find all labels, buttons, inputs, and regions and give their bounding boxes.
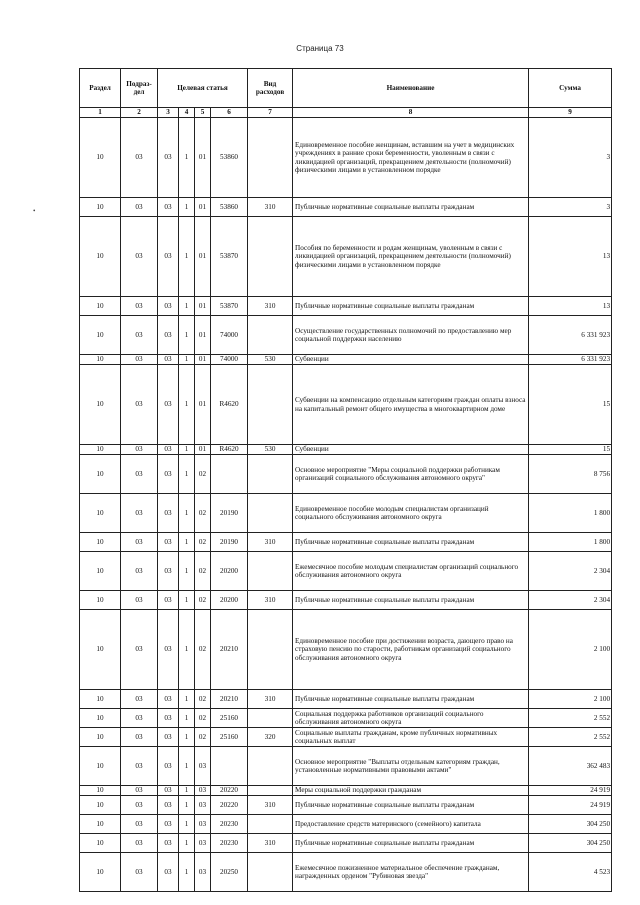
razdel-cell: 10 xyxy=(80,610,121,690)
event-code-cell: 03 xyxy=(195,853,211,892)
sum-cell: 304 250 xyxy=(529,815,612,834)
program-code-cell: 03 xyxy=(158,796,179,815)
header-naimenovanie: Наименование xyxy=(293,69,529,108)
razdel-cell: 10 xyxy=(80,552,121,591)
podrazdel-cell: 03 xyxy=(121,455,158,494)
table-row xyxy=(80,815,612,834)
event-code-cell: 03 xyxy=(195,786,211,796)
sum-cell: 2 100 xyxy=(529,690,612,709)
podrazdel-cell: 03 xyxy=(121,355,158,365)
subprogram-code-cell: 1 xyxy=(179,445,195,455)
table-row xyxy=(80,709,612,728)
header-podrazdel: Подраз- дел xyxy=(121,69,158,108)
program-code-cell: 03 xyxy=(158,834,179,853)
razdel-cell: 10 xyxy=(80,747,121,786)
program-code-cell: 03 xyxy=(158,365,179,445)
name-cell: Осуществление государственных полномочий по предоставлению мер социальной поддержки населению xyxy=(293,316,529,355)
razdel-cell: 10 xyxy=(80,445,121,455)
table-row xyxy=(80,533,612,552)
sum-cell: 15 xyxy=(529,445,612,455)
event-code-cell: 01 xyxy=(195,118,211,198)
expense-type-cell xyxy=(248,747,293,786)
podrazdel-cell: 03 xyxy=(121,786,158,796)
table-row xyxy=(80,591,612,610)
table-row xyxy=(80,747,612,786)
razdel-cell: 10 xyxy=(80,853,121,892)
name-cell: Субвенции xyxy=(293,445,529,455)
razdel-cell: 10 xyxy=(80,834,121,853)
col-number: 5 xyxy=(195,108,211,118)
razdel-cell: 10 xyxy=(80,533,121,552)
header-celevaya-statya: Целевая статья xyxy=(158,69,248,108)
podrazdel-cell: 03 xyxy=(121,747,158,786)
table-row xyxy=(80,690,612,709)
program-code-cell: 03 xyxy=(158,494,179,533)
program-code-cell: 03 xyxy=(158,552,179,591)
name-cell: Предоставление средств материнского (семейного) капитала xyxy=(293,815,529,834)
sum-cell: 24 919 xyxy=(529,796,612,815)
direction-code-cell: 20190 xyxy=(211,533,248,552)
column-numbers-row xyxy=(80,108,612,118)
subprogram-code-cell: 1 xyxy=(179,610,195,690)
expense-type-cell: 310 xyxy=(248,690,293,709)
program-code-cell: 03 xyxy=(158,533,179,552)
subprogram-code-cell: 1 xyxy=(179,297,195,316)
name-cell: Публичные нормативные социальные выплаты гражданам xyxy=(293,297,529,316)
event-code-cell: 01 xyxy=(195,316,211,355)
direction-code-cell: 20230 xyxy=(211,834,248,853)
sum-cell: 2 304 xyxy=(529,591,612,610)
name-cell: Ежемесячное пособие молодым специалистам организаций социального обслуживания автономного округа xyxy=(293,552,529,591)
expense-type-cell xyxy=(248,853,293,892)
table-row xyxy=(80,853,612,892)
expense-type-cell xyxy=(248,316,293,355)
sum-cell: 4 523 xyxy=(529,853,612,892)
event-code-cell: 03 xyxy=(195,796,211,815)
name-cell: Основное мероприятие "Выплаты отдельным категориям граждан, установленные нормативными правовыми актами" xyxy=(293,747,529,786)
podrazdel-cell: 03 xyxy=(121,610,158,690)
podrazdel-cell: 03 xyxy=(121,796,158,815)
col-number: 6 xyxy=(211,108,248,118)
razdel-cell: 10 xyxy=(80,455,121,494)
col-number: 4 xyxy=(179,108,195,118)
subprogram-code-cell: 1 xyxy=(179,494,195,533)
podrazdel-cell: 03 xyxy=(121,533,158,552)
sum-cell: 15 xyxy=(529,365,612,445)
expense-type-cell: 310 xyxy=(248,834,293,853)
program-code-cell: 03 xyxy=(158,217,179,297)
direction-code-cell: 74000 xyxy=(211,316,248,355)
sum-cell: 2 304 xyxy=(529,552,612,591)
direction-code-cell: 20200 xyxy=(211,552,248,591)
direction-code-cell xyxy=(211,455,248,494)
sum-cell: 1 800 xyxy=(529,494,612,533)
sum-cell: 1 800 xyxy=(529,533,612,552)
podrazdel-cell: 03 xyxy=(121,316,158,355)
subprogram-code-cell: 1 xyxy=(179,709,195,728)
razdel-cell: 10 xyxy=(80,118,121,198)
podrazdel-cell: 03 xyxy=(121,365,158,445)
expense-type-cell xyxy=(248,552,293,591)
razdel-cell: 10 xyxy=(80,709,121,728)
podrazdel-cell: 03 xyxy=(121,198,158,217)
event-code-cell: 02 xyxy=(195,690,211,709)
program-code-cell: 03 xyxy=(158,591,179,610)
table-row xyxy=(80,455,612,494)
event-code-cell: 02 xyxy=(195,610,211,690)
direction-code-cell: 20210 xyxy=(211,690,248,709)
subprogram-code-cell: 1 xyxy=(179,552,195,591)
expense-type-cell xyxy=(248,455,293,494)
table-row xyxy=(80,552,612,591)
event-code-cell: 02 xyxy=(195,533,211,552)
podrazdel-cell: 03 xyxy=(121,815,158,834)
sum-cell: 304 250 xyxy=(529,834,612,853)
table-row xyxy=(80,365,612,445)
table-row xyxy=(80,834,612,853)
program-code-cell: 03 xyxy=(158,853,179,892)
program-code-cell: 03 xyxy=(158,455,179,494)
sum-cell: 6 331 923 xyxy=(529,355,612,365)
table-header-row xyxy=(80,69,612,108)
razdel-cell: 10 xyxy=(80,690,121,709)
podrazdel-cell: 03 xyxy=(121,591,158,610)
subprogram-code-cell: 1 xyxy=(179,217,195,297)
direction-code-cell: 53870 xyxy=(211,297,248,316)
table-body xyxy=(80,118,612,892)
name-cell: Ежемесячное пожизненное материальное обеспечение гражданам, награжденных орденом "Рубиновая звезда" xyxy=(293,853,529,892)
subprogram-code-cell: 1 xyxy=(179,365,195,445)
sum-cell: 13 xyxy=(529,297,612,316)
table-row xyxy=(80,217,612,297)
direction-code-cell xyxy=(211,747,248,786)
table-row xyxy=(80,445,612,455)
direction-code-cell: 20200 xyxy=(211,591,248,610)
subprogram-code-cell: 1 xyxy=(179,118,195,198)
subprogram-code-cell: 1 xyxy=(179,728,195,747)
razdel-cell: 10 xyxy=(80,365,121,445)
sum-cell: 8 756 xyxy=(529,455,612,494)
expense-type-cell xyxy=(248,786,293,796)
table-row xyxy=(80,610,612,690)
name-cell: Основное мероприятие "Меры социальной поддержки работникам организаций социального обслуживания автономного округа" xyxy=(293,455,529,494)
expense-type-cell: 320 xyxy=(248,728,293,747)
direction-code-cell: 25160 xyxy=(211,728,248,747)
subprogram-code-cell: 1 xyxy=(179,690,195,709)
expense-type-cell: 310 xyxy=(248,796,293,815)
expense-type-cell: 530 xyxy=(248,445,293,455)
sum-cell: 2 552 xyxy=(529,728,612,747)
name-cell: Единовременное пособие при достижении возраста, дающего право на страховую пенсию по старости, работникам организаций социального обслуживания автономного округа xyxy=(293,610,529,690)
table-row xyxy=(80,355,612,365)
table-row xyxy=(80,494,612,533)
name-cell: Единовременное пособие молодым специалистам организаций социального обслуживания автономного округа xyxy=(293,494,529,533)
event-code-cell: 03 xyxy=(195,834,211,853)
direction-code-cell: 20230 xyxy=(211,815,248,834)
name-cell: Меры социальной поддержки гражданам xyxy=(293,786,529,796)
direction-code-cell: 20250 xyxy=(211,853,248,892)
program-code-cell: 03 xyxy=(158,445,179,455)
razdel-cell: 10 xyxy=(80,494,121,533)
name-cell: Единовременное пособие женщинам, вставшим на учет в медицинских учреждениях в ранние сроки беременности, уволенным в связи с ликвидацией организаций, прекращением деятельности (полномочий) физическими лицами в установленном порядке xyxy=(293,118,529,198)
table-row xyxy=(80,118,612,198)
program-code-cell: 03 xyxy=(158,709,179,728)
podrazdel-cell: 03 xyxy=(121,217,158,297)
table-row xyxy=(80,728,612,747)
podrazdel-cell: 03 xyxy=(121,728,158,747)
name-cell: Субвенции xyxy=(293,355,529,365)
expense-type-cell: 310 xyxy=(248,533,293,552)
program-code-cell: 03 xyxy=(158,355,179,365)
subprogram-code-cell: 1 xyxy=(179,455,195,494)
page-number-header: Страница 73 xyxy=(296,44,344,53)
direction-code-cell: R4620 xyxy=(211,445,248,455)
direction-code-cell: 53860 xyxy=(211,118,248,198)
col-number: 7 xyxy=(248,108,293,118)
table-row xyxy=(80,198,612,217)
expense-type-cell xyxy=(248,815,293,834)
program-code-cell: 03 xyxy=(158,297,179,316)
podrazdel-cell: 03 xyxy=(121,494,158,533)
direction-code-cell: 53860 xyxy=(211,198,248,217)
name-cell: Публичные нормативные социальные выплаты гражданам xyxy=(293,834,529,853)
col-number: 3 xyxy=(158,108,179,118)
event-code-cell: 01 xyxy=(195,198,211,217)
razdel-cell: 10 xyxy=(80,815,121,834)
subprogram-code-cell: 1 xyxy=(179,591,195,610)
name-cell: Социальная поддержка работников организаций социального обслуживания автономного округа xyxy=(293,709,529,728)
event-code-cell: 01 xyxy=(195,445,211,455)
direction-code-cell: 20220 xyxy=(211,796,248,815)
table-row xyxy=(80,786,612,796)
header-razdel: Раздел xyxy=(80,69,121,108)
table-row xyxy=(80,796,612,815)
name-cell: Социальные выплаты гражданам, кроме публичных нормативных социальных выплат xyxy=(293,728,529,747)
budget-table xyxy=(79,68,612,892)
header-summa: Сумма xyxy=(529,69,612,108)
sum-cell: 6 331 923 xyxy=(529,316,612,355)
podrazdel-cell: 03 xyxy=(121,853,158,892)
sum-cell: 3 xyxy=(529,198,612,217)
program-code-cell: 03 xyxy=(158,690,179,709)
expense-type-cell: 310 xyxy=(248,297,293,316)
sum-cell: 2 552 xyxy=(529,709,612,728)
margin-mark: • xyxy=(33,207,36,215)
direction-code-cell: R4620 xyxy=(211,365,248,445)
direction-code-cell: 20210 xyxy=(211,610,248,690)
table-row xyxy=(80,297,612,316)
subprogram-code-cell: 1 xyxy=(179,355,195,365)
direction-code-cell: 20190 xyxy=(211,494,248,533)
podrazdel-cell: 03 xyxy=(121,834,158,853)
expense-type-cell xyxy=(248,610,293,690)
event-code-cell: 01 xyxy=(195,297,211,316)
podrazdel-cell: 03 xyxy=(121,118,158,198)
name-cell: Пособия по беременности и родам женщинам, уволенным в связи с ликвидацией организаций, прекращением деятельности (полномочий) физическими лицами в установленном порядке xyxy=(293,217,529,297)
razdel-cell: 10 xyxy=(80,297,121,316)
expense-type-cell xyxy=(248,494,293,533)
direction-code-cell: 53870 xyxy=(211,217,248,297)
razdel-cell: 10 xyxy=(80,316,121,355)
col-number: 1 xyxy=(80,108,121,118)
razdel-cell: 10 xyxy=(80,198,121,217)
expense-type-cell: 310 xyxy=(248,591,293,610)
direction-code-cell: 25160 xyxy=(211,709,248,728)
subprogram-code-cell: 1 xyxy=(179,815,195,834)
program-code-cell: 03 xyxy=(158,118,179,198)
razdel-cell: 10 xyxy=(80,355,121,365)
event-code-cell: 03 xyxy=(195,815,211,834)
col-number: 8 xyxy=(293,108,529,118)
program-code-cell: 03 xyxy=(158,198,179,217)
name-cell: Публичные нормативные социальные выплаты гражданам xyxy=(293,591,529,610)
subprogram-code-cell: 1 xyxy=(179,316,195,355)
razdel-cell: 10 xyxy=(80,796,121,815)
program-code-cell: 03 xyxy=(158,747,179,786)
podrazdel-cell: 03 xyxy=(121,297,158,316)
subprogram-code-cell: 1 xyxy=(179,747,195,786)
sum-cell: 3 xyxy=(529,118,612,198)
razdel-cell: 10 xyxy=(80,786,121,796)
program-code-cell: 03 xyxy=(158,728,179,747)
program-code-cell: 03 xyxy=(158,610,179,690)
event-code-cell: 02 xyxy=(195,552,211,591)
podrazdel-cell: 03 xyxy=(121,690,158,709)
event-code-cell: 02 xyxy=(195,728,211,747)
program-code-cell: 03 xyxy=(158,815,179,834)
subprogram-code-cell: 1 xyxy=(179,533,195,552)
subprogram-code-cell: 1 xyxy=(179,853,195,892)
program-code-cell: 03 xyxy=(158,786,179,796)
sum-cell: 362 483 xyxy=(529,747,612,786)
direction-code-cell: 20220 xyxy=(211,786,248,796)
header-vid-rashodov: Вид расходов xyxy=(248,69,293,108)
event-code-cell: 01 xyxy=(195,217,211,297)
podrazdel-cell: 03 xyxy=(121,552,158,591)
expense-type-cell xyxy=(248,217,293,297)
name-cell: Публичные нормативные социальные выплаты гражданам xyxy=(293,690,529,709)
event-code-cell: 01 xyxy=(195,355,211,365)
razdel-cell: 10 xyxy=(80,728,121,747)
expense-type-cell: 310 xyxy=(248,198,293,217)
col-number: 2 xyxy=(121,108,158,118)
event-code-cell: 02 xyxy=(195,494,211,533)
direction-code-cell: 74000 xyxy=(211,355,248,365)
col-number: 9 xyxy=(529,108,612,118)
subprogram-code-cell: 1 xyxy=(179,834,195,853)
podrazdel-cell: 03 xyxy=(121,445,158,455)
name-cell: Публичные нормативные социальные выплаты гражданам xyxy=(293,198,529,217)
name-cell: Публичные нормативные социальные выплаты гражданам xyxy=(293,796,529,815)
event-code-cell: 03 xyxy=(195,747,211,786)
expense-type-cell xyxy=(248,709,293,728)
subprogram-code-cell: 1 xyxy=(179,796,195,815)
event-code-cell: 02 xyxy=(195,709,211,728)
podrazdel-cell: 03 xyxy=(121,709,158,728)
subprogram-code-cell: 1 xyxy=(179,786,195,796)
event-code-cell: 02 xyxy=(195,591,211,610)
event-code-cell: 01 xyxy=(195,365,211,445)
sum-cell: 2 100 xyxy=(529,610,612,690)
expense-type-cell xyxy=(248,365,293,445)
table-row xyxy=(80,316,612,355)
sum-cell: 24 919 xyxy=(529,786,612,796)
expense-type-cell xyxy=(248,118,293,198)
sum-cell: 13 xyxy=(529,217,612,297)
expense-type-cell: 530 xyxy=(248,355,293,365)
razdel-cell: 10 xyxy=(80,217,121,297)
razdel-cell: 10 xyxy=(80,591,121,610)
event-code-cell: 02 xyxy=(195,455,211,494)
program-code-cell: 03 xyxy=(158,316,179,355)
name-cell: Субвенции на компенсацию отдельным категориям граждан оплаты взноса на капитальный ремонт общего имущества в многоквартирном доме xyxy=(293,365,529,445)
subprogram-code-cell: 1 xyxy=(179,198,195,217)
name-cell: Публичные нормативные социальные выплаты гражданам xyxy=(293,533,529,552)
